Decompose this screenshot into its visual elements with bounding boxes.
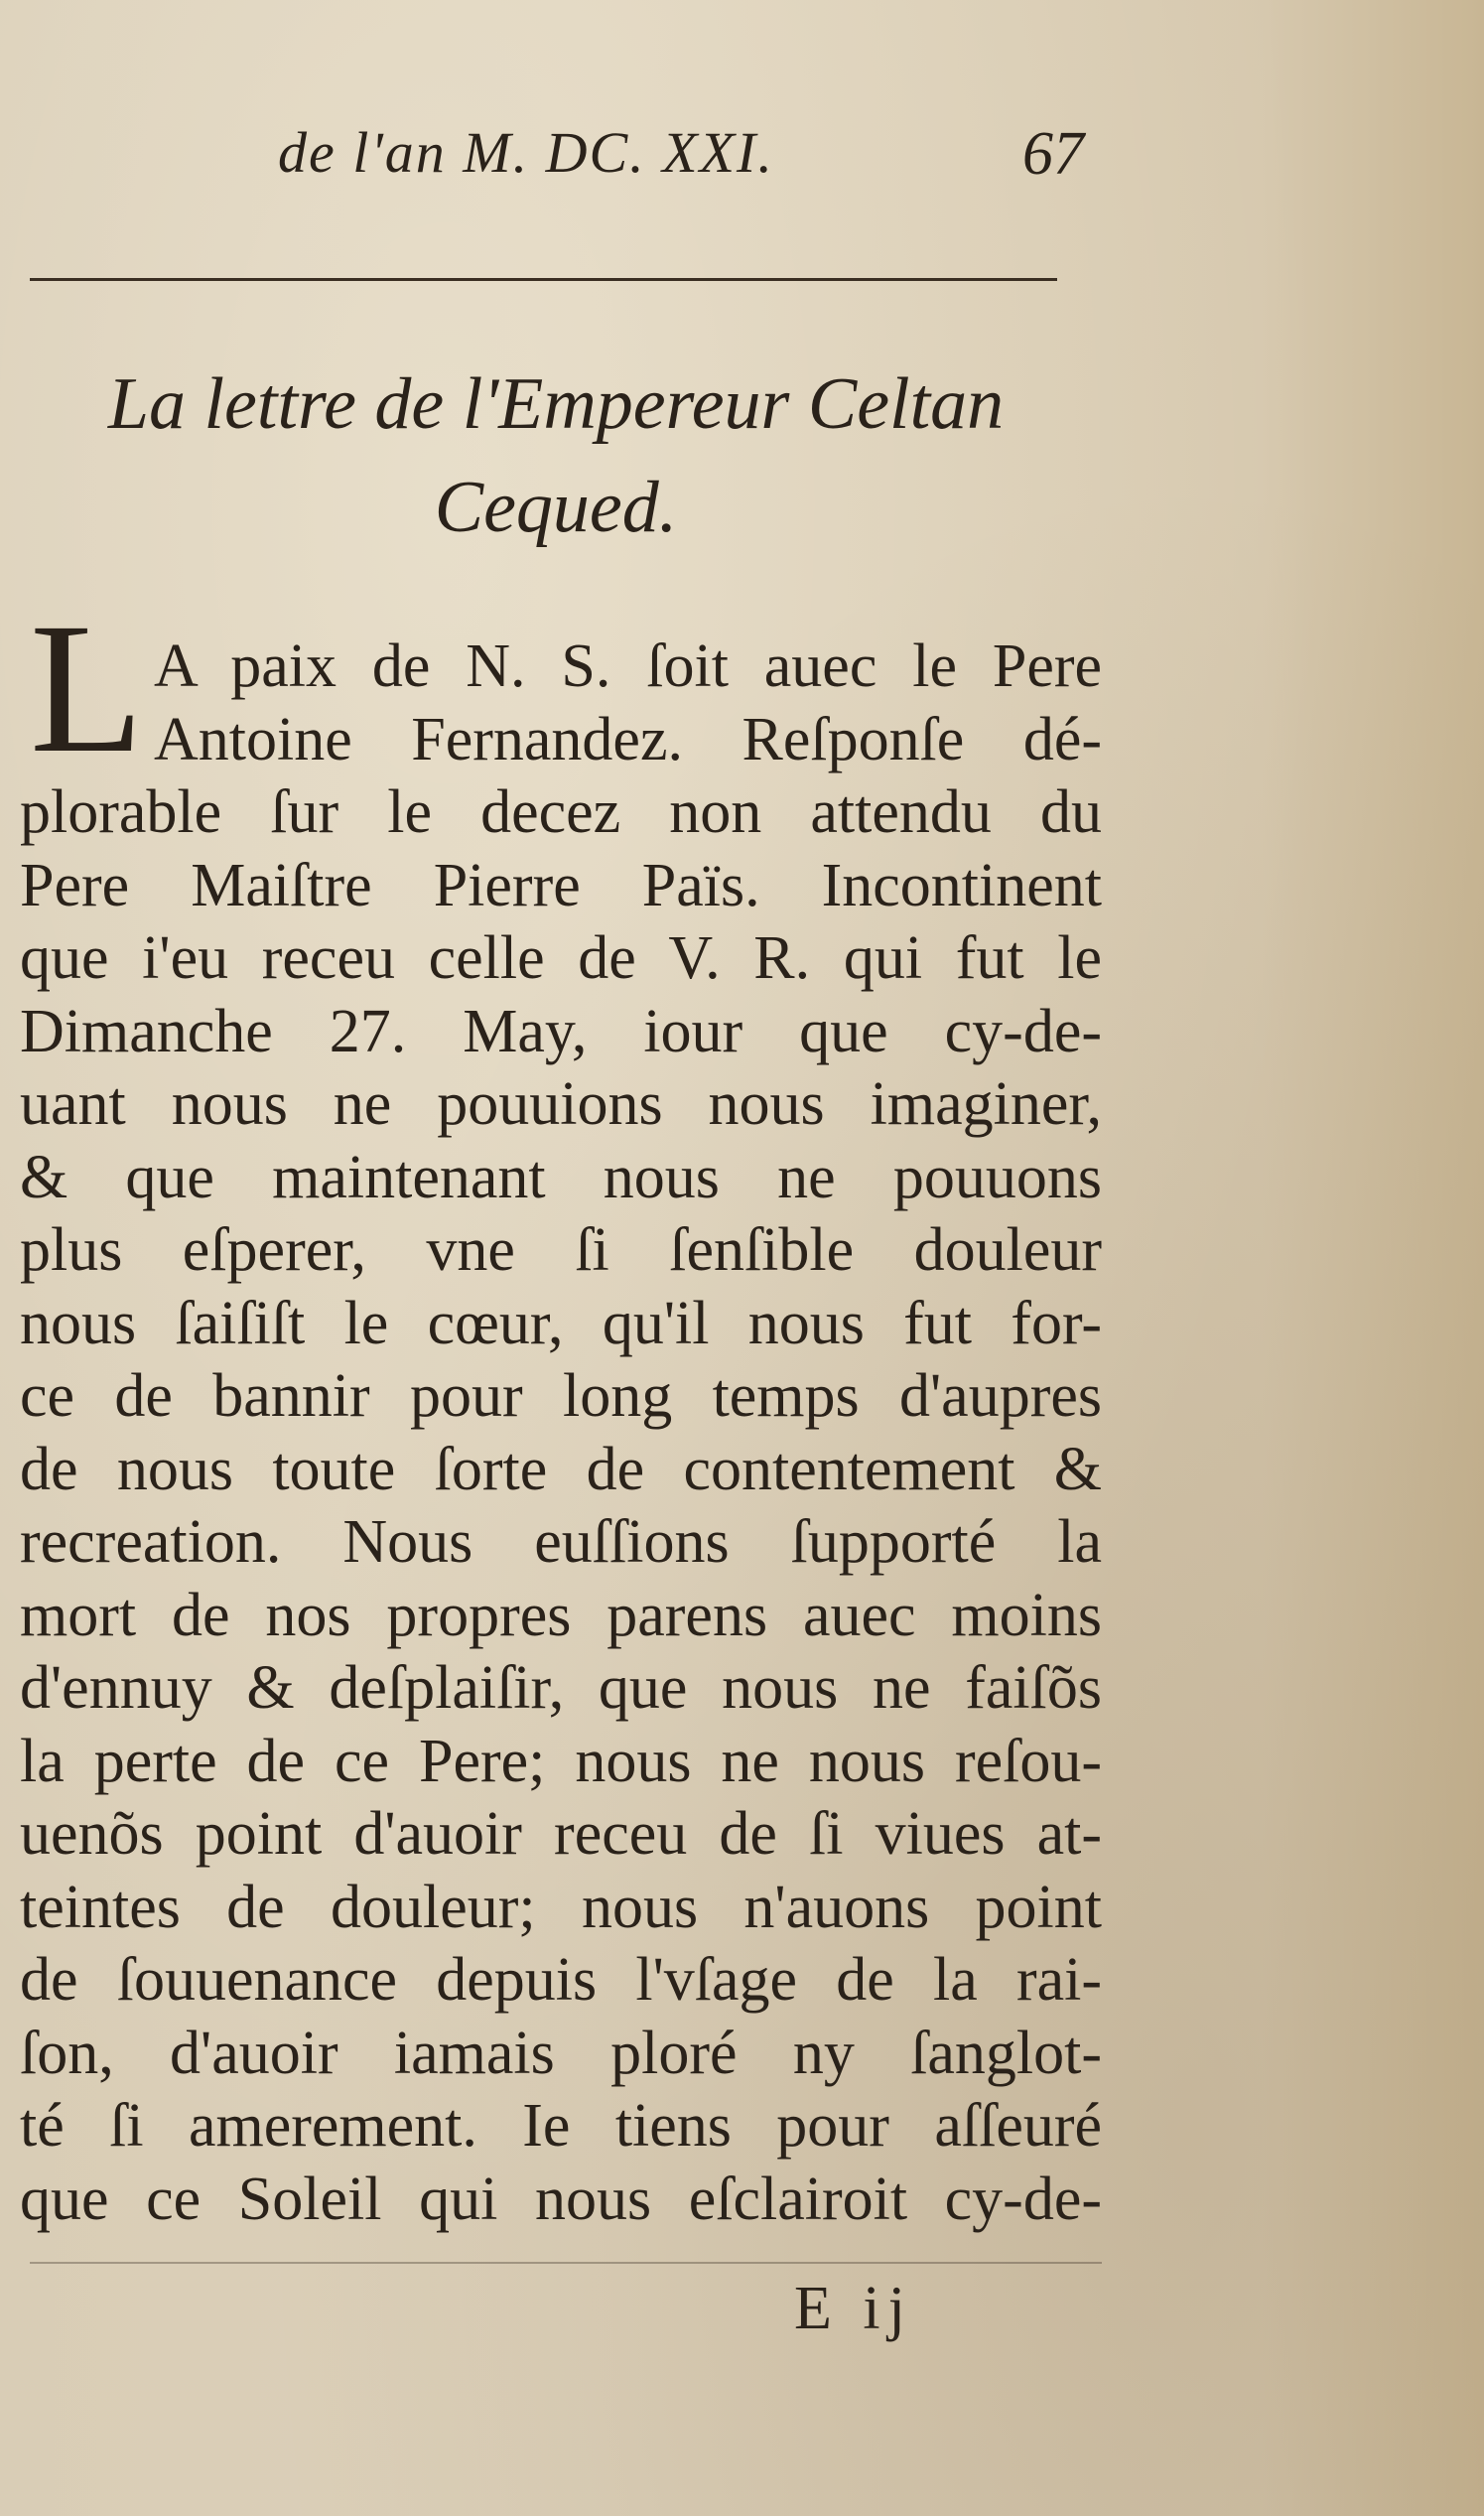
body-line: ſon, d'auoir iamais ploré ny ſanglot- <box>20 2019 1102 2087</box>
body-line: uenõs point d'auoir receu de ſi viues at- <box>20 1800 1102 1868</box>
body-line: de nous toute ſorte de contentement & <box>20 1435 1102 1503</box>
catchword-rule <box>30 2262 1102 2264</box>
body-line: & que maintenant nous ne pouuons <box>20 1143 1102 1211</box>
body-line: plorable ſur le decez non attendu du <box>20 778 1102 846</box>
body-line: Dimanche 27. May, iour que cy-de- <box>20 997 1102 1065</box>
body-line: plus eſperer, vne ſi ſenſible douleur <box>20 1216 1102 1284</box>
signature-mark: E ij <box>794 2275 913 2342</box>
body-line: uant nous ne pouuions nous imaginer, <box>20 1070 1102 1138</box>
body-text <box>20 630 1102 2236</box>
page-number: 67 <box>1022 120 1084 188</box>
header-rule <box>30 278 1057 281</box>
body-line: la perte de ce Pere; nous ne nous reſou- <box>20 1727 1102 1795</box>
body-line: que ce Soleil qui nous eſclairoit cy-de- <box>20 2165 1102 2233</box>
body-line: mort de nos propres parens auec moins <box>20 1581 1102 1649</box>
body-line: té ſi amerement. Ie tiens pour aſſeuré <box>20 2092 1102 2160</box>
drop-cap: L <box>30 584 144 791</box>
running-title: de l'an M. DC. XXI. <box>278 120 774 185</box>
heading-line-1: La lettre de l'Empereur Celtan <box>107 363 1005 445</box>
body-line: ce de bannir pour long temps d'aupres <box>20 1362 1102 1430</box>
body-line: de ſouuenance depuis l'vſage de la rai- <box>20 1946 1102 2014</box>
running-head <box>0 119 1484 189</box>
body-line: nous ſaiſiſt le cœur, qu'il nous fut for- <box>20 1289 1102 1357</box>
body-line: A paix de N. S. ſoit auec le Pere <box>154 632 1102 700</box>
letter-heading <box>60 352 1052 559</box>
body-line: Antoine Fernandez. Reſponſe dé- <box>154 705 1102 773</box>
body-line: d'ennuy & deſplaiſir, que nous ne faiſõs <box>20 1654 1102 1722</box>
heading-line-2: Cequed. <box>434 467 678 548</box>
body-line: teintes de douleur; nous n'auons point <box>20 1873 1102 1941</box>
body-line: que i'eu receu celle de V. R. qui fut le <box>20 924 1102 992</box>
body-line: recreation. Nous euſſions ſupporté la <box>20 1508 1102 1576</box>
body-line: Pere Maiſtre Pierre Païs. Incontinent <box>20 851 1102 919</box>
